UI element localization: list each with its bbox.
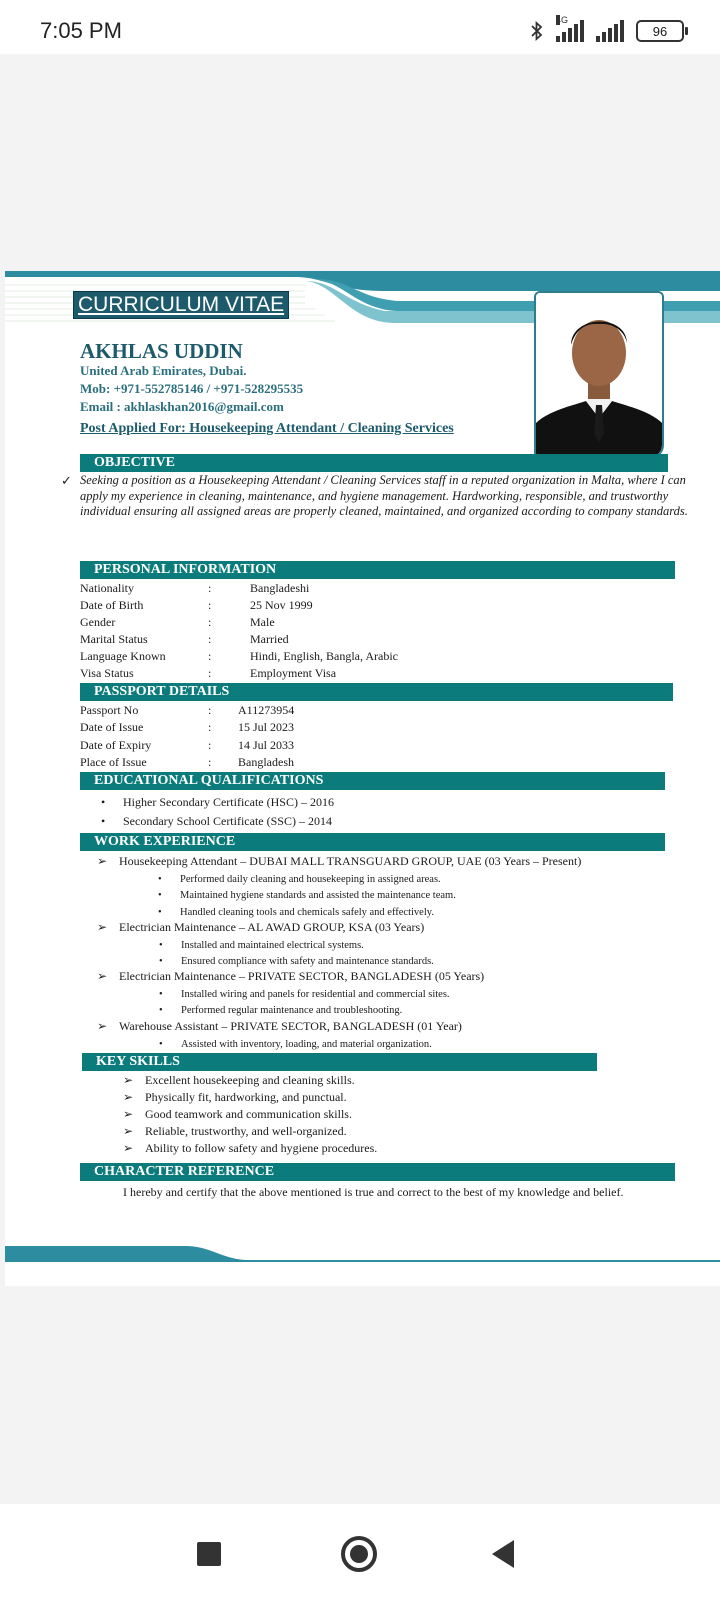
field-label: Marital Status (80, 632, 148, 646)
passport-row (80, 737, 480, 753)
bullet-icon: • (159, 940, 163, 951)
home-button[interactable] (341, 1536, 377, 1572)
work-point-text: Assisted with inventory, loading, and material organization. (181, 1039, 432, 1050)
personal-row (80, 648, 480, 664)
arrow-bullet-icon: ➢ (123, 1124, 134, 1138)
work-point-text: Performed regular maintenance and troubleshooting. (181, 1005, 403, 1016)
objective-text: Seeking a position as a Housekeeping Attendant / Cleaning Services staff in a reputed organization in Malta, where I can apply my experience in cleaning, maintenance, and hygiene management. Hardworking, responsible, and trustworthy individual ensuring all assigned areas are properly cleaned, maintained, and organized according to company standards. (80, 473, 688, 518)
skill-item (123, 1124, 347, 1139)
personal-row (80, 580, 480, 596)
status-bar (0, 0, 720, 54)
education-heading: EDUCATIONAL QUALIFICATIONS (80, 772, 665, 790)
skill-text: Good teamwork and communication skills. (145, 1107, 352, 1121)
skill-item (123, 1090, 347, 1105)
work-point (158, 888, 456, 903)
work-point (159, 954, 434, 969)
work-point-text: Installed wiring and panels for residential and commercial sites. (181, 989, 450, 1000)
field-value: Hindi, English, Bangla, Arabic (250, 649, 398, 663)
personal-row (80, 665, 480, 681)
field-value: 15 Jul 2023 (238, 720, 295, 734)
network-type: 4G (556, 15, 569, 25)
field-colon: : (208, 738, 212, 752)
skill-item (123, 1141, 377, 1156)
post-applied: Post Applied For: Housekeeping Attendant / Cleaning Services (80, 421, 454, 436)
bullet-icon: • (159, 1005, 163, 1016)
passport-heading: PASSPORT DETAILS (80, 683, 673, 701)
recent-apps-button[interactable] (197, 1542, 221, 1566)
contact-location: United Arab Emirates, Dubai. (80, 363, 247, 378)
check-icon: ✓ (61, 473, 72, 488)
work-point (158, 905, 434, 920)
field-value: Bangladesh (238, 755, 294, 769)
skills-heading: KEY SKILLS (82, 1053, 597, 1071)
signal-icon (596, 20, 624, 42)
bullet-icon: • (159, 956, 163, 967)
work-point-text: Installed and maintained electrical systems. (181, 940, 364, 951)
field-value: 14 Jul 2033 (238, 738, 295, 752)
skill-text: Ability to follow safety and hygiene procedures. (145, 1141, 378, 1155)
field-label: Date of Issue (80, 720, 144, 734)
arrow-bullet-icon: ➢ (97, 969, 108, 983)
field-colon: : (208, 649, 212, 663)
field-value: A11273954 (238, 703, 295, 717)
status-icons (530, 15, 684, 42)
education-item (101, 795, 334, 810)
cv-title: CURRICULUM VITAE (73, 291, 289, 319)
work-point (158, 872, 441, 887)
skill-item (123, 1073, 355, 1088)
profile-photo (534, 291, 664, 459)
status-time: 7:05 PM (40, 18, 122, 43)
field-colon: : (208, 581, 212, 595)
education-text: Secondary School Certificate (SSC) – 2014 (123, 814, 332, 828)
arrow-bullet-icon: ➢ (123, 1090, 134, 1104)
skill-text: Excellent housekeeping and cleaning skills. (145, 1073, 355, 1087)
arrow-bullet-icon: ➢ (123, 1073, 134, 1087)
work-entry-title (97, 854, 581, 869)
back-button[interactable] (492, 1540, 514, 1568)
field-label: Nationality (80, 581, 134, 595)
personal-row (80, 614, 480, 630)
skill-item (123, 1107, 352, 1122)
arrow-bullet-icon: ➢ (97, 854, 108, 868)
objective-heading: OBJECTIVE (80, 454, 668, 472)
bullet-icon: • (101, 795, 106, 809)
work-entry-title (97, 1019, 462, 1034)
field-label: Gender (80, 615, 116, 629)
field-value: 25 Nov 1999 (250, 598, 313, 612)
bluetooth-icon (530, 20, 544, 42)
work-title: Electrician Maintenance – PRIVATE SECTOR, BANGLADESH (05 Years) (119, 969, 485, 983)
education-text: Higher Secondary Certificate (HSC) – 2016 (123, 795, 334, 809)
field-colon: : (208, 720, 212, 734)
field-label: Date of Birth (80, 598, 144, 612)
field-colon: : (208, 615, 212, 629)
field-value: Bangladeshi (250, 581, 310, 595)
field-colon: : (208, 666, 212, 680)
passport-row (80, 754, 480, 770)
field-colon: : (208, 703, 212, 717)
reference-heading: CHARACTER REFERENCE (80, 1163, 675, 1181)
field-label: Language Known (80, 649, 166, 663)
work-point (159, 938, 364, 953)
arrow-bullet-icon: ➢ (97, 1019, 108, 1033)
field-label: Place of Issue (80, 755, 147, 769)
work-title: Housekeeping Attendant – DUBAI MALL TRANSGUARD GROUP, UAE (03 Years – Present) (119, 854, 582, 868)
skill-text: Reliable, trustworthy, and well-organized. (145, 1124, 347, 1138)
battery-icon (636, 20, 684, 42)
bullet-icon: • (158, 890, 162, 901)
bullet-icon: • (158, 907, 162, 918)
work-point-text: Performed daily cleaning and housekeeping in assigned areas. (180, 874, 441, 885)
bullet-icon: • (101, 814, 106, 828)
field-label: Date of Expiry (80, 738, 152, 752)
contact-email: Email : akhlaskhan2016@gmail.com (80, 399, 284, 414)
work-point (159, 987, 450, 1002)
work-entry-title (97, 920, 424, 935)
reference-text: I hereby and certify that the above mentioned is true and correct to the best of my knowledge and belief. (123, 1185, 624, 1199)
personal-info-heading: PERSONAL INFORMATION (80, 561, 675, 579)
field-label: Passport No (80, 703, 139, 717)
field-value: Male (250, 615, 275, 629)
signal-4g-icon (556, 15, 584, 42)
candidate-name: AKHLAS UDDIN (80, 339, 243, 363)
work-point (159, 1037, 432, 1052)
field-colon: : (208, 755, 212, 769)
bullet-icon: • (159, 989, 163, 1000)
navigation-bar (0, 1504, 720, 1600)
work-title: Electrician Maintenance – AL AWAD GROUP, KSA (03 Years) (119, 920, 425, 934)
skill-text: Physically fit, hardworking, and punctual. (145, 1090, 347, 1104)
work-point (159, 1003, 402, 1018)
work-point-text: Handled cleaning tools and chemicals safely and effectively. (180, 907, 434, 918)
work-point-text: Maintained hygiene standards and assisted the maintenance team. (180, 890, 456, 901)
work-heading: WORK EXPERIENCE (80, 833, 665, 851)
field-label: Visa Status (80, 666, 134, 680)
cv-document (5, 271, 720, 1286)
field-value: Married (250, 632, 289, 646)
arrow-bullet-icon: ➢ (97, 920, 108, 934)
field-value: Employment Visa (250, 666, 337, 680)
contact-mobile: Mob: +971-552785146 / +971-528295535 (80, 381, 304, 396)
bullet-icon: • (159, 1039, 163, 1050)
arrow-bullet-icon: ➢ (123, 1107, 134, 1121)
battery-level: 96 (652, 23, 668, 39)
passport-row (80, 702, 480, 718)
passport-row (80, 719, 480, 735)
work-title: Warehouse Assistant – PRIVATE SECTOR, BANGLADESH (01 Year) (119, 1019, 462, 1033)
field-colon: : (208, 632, 212, 646)
bullet-icon: • (158, 874, 162, 885)
work-entry-title (97, 969, 484, 984)
arrow-bullet-icon: ➢ (123, 1141, 134, 1155)
personal-row (80, 597, 480, 613)
personal-row (80, 631, 480, 647)
field-colon: : (208, 598, 212, 612)
footer-wave-band (5, 1246, 720, 1266)
education-item (101, 814, 332, 829)
work-point-text: Ensured compliance with safety and maintenance standards. (181, 956, 434, 967)
